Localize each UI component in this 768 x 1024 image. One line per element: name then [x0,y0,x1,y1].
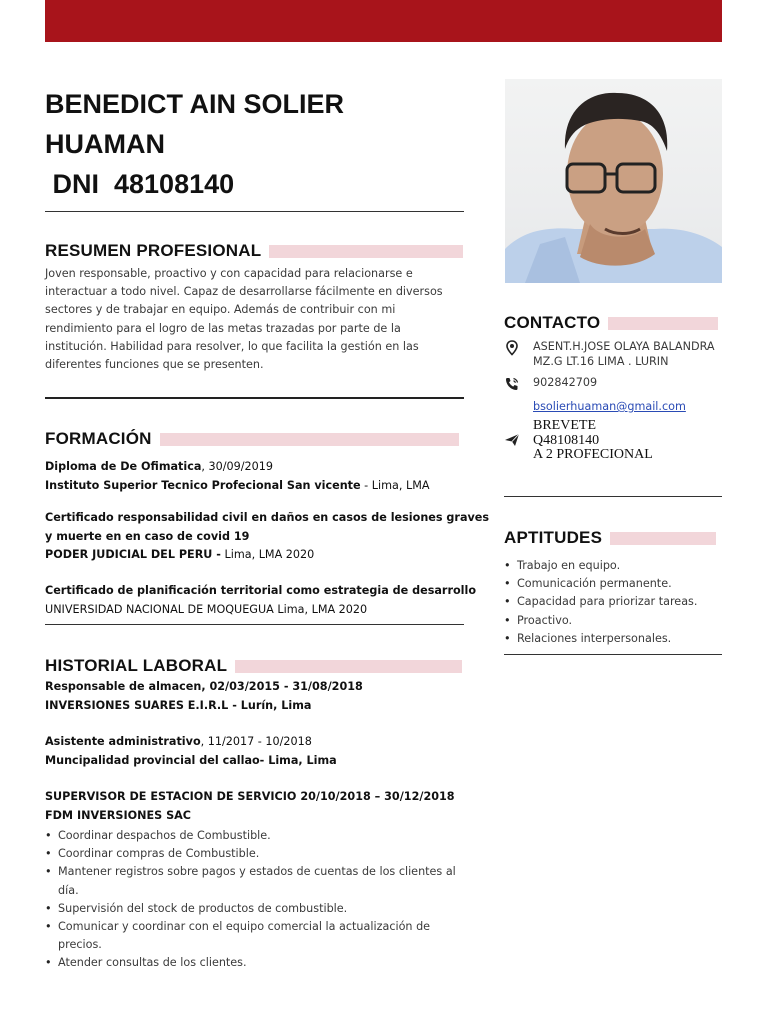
list-item: • Atender consultas de los clientes. [45,954,465,972]
email-link[interactable]: bsolierhuaman@gmail.com [533,400,686,413]
job-entry-3 [45,788,465,825]
list-item: • Trabajo en equipo. [504,557,722,575]
list-item: • Coordinar despachos de Combustible. [45,827,465,845]
contact-phone [504,376,722,392]
aptitudes-title: APTITUDES [504,528,603,547]
list-item: • Mantener registros sobre pagos y estados de cuentas de los clientes al día. [45,863,465,899]
entry-location: - Lima, LMA [360,478,430,492]
entry-institution: Instituto Superior Tecnico Profecional San vicente [45,478,361,492]
resumen-line: sectores y de trabajar en equipo. Además de contribuir con mi [45,303,396,317]
brevete-line: Q48108140 [533,432,600,448]
list-item: • Capacidad para priorizar tareas. [504,593,722,611]
list-item: • Relaciones interpersonales. [504,630,722,648]
section-accent-bar [160,433,459,446]
brevete-line: BREVETE [533,418,596,433]
brevete-line: A 2 PROFECIONAL [533,447,653,462]
section-accent-bar [610,532,716,545]
formacion-heading [45,429,459,449]
entry-institution: UNIVERSIDAD NACIONAL DE MOQUEGUA Lima, LMA 2020 [45,602,368,616]
entry-title: Certificado de planificación territorial como estrategia de desarrollo [45,584,477,597]
section-accent-bar [235,660,462,673]
formacion-entry-3 [45,582,477,619]
formacion-entry-2 [45,509,490,565]
resumen-line: diferentes funciones que se presenten. [45,358,264,372]
job-company: INVERSIONES SUARES E.I.R.L - Lurín, Lima [45,698,312,712]
contacto-heading [504,313,718,333]
job-role: Asistente administrativo [45,735,201,748]
formacion-title: FORMACIÓN [45,429,152,448]
name-line-1: BENEDICT AIN SOLIER [45,89,345,119]
job-date: , 11/2017 - 10/2018 [200,735,312,748]
entry-date: , 30/09/2019 [201,460,273,473]
top-accent-bar [45,0,722,42]
list-item: • Coordinar compras de Combustible. [45,845,465,863]
section-accent-bar [608,317,718,330]
job-task-list [45,827,465,973]
aptitudes-heading [504,528,716,548]
address-line: ASENT.H.JOSE OLAYA BALANDRA [533,340,715,353]
resumen-line: institución. Habilidad para resolver, lo que facilita la gestión en las [45,339,419,353]
entry-title: Diploma de De Ofimatica [45,460,202,473]
section-accent-bar [269,245,463,258]
profile-photo [505,79,722,283]
location-pin-icon [504,340,520,356]
job-entry-1 [45,678,465,715]
list-item: • Comunicación permanente. [504,575,722,593]
divider [45,624,464,625]
contacto-title: CONTACTO [504,313,601,332]
historial-title: HISTORIAL LABORAL [45,656,228,675]
entry-location: Lima, LMA 2020 [220,548,315,561]
formacion-entry-1 [45,458,465,495]
list-item: • Supervisión del stock de productos de combustible. [45,900,465,918]
list-item: • Comunicar y coordinar con el equipo comercial la actualización de precios. [45,918,465,954]
address-line: MZ.G LT.16 LIMA . LURIN [533,354,669,368]
job-entry-2 [45,733,465,770]
resumen-line: Joven responsable, proactivo y con capacidad para relacionarse e [45,267,413,280]
phone-number: 902842709 [533,376,598,389]
job-company: FDM INVERSIONES SAC [45,808,192,822]
entry-title: y muerte en en caso de covid 19 [45,529,250,543]
divider [45,397,464,399]
phone-icon [504,376,520,392]
resumen-line: interactuar a todo nivel. Capaz de desarrollarse fácilmente en diversos [45,285,443,299]
divider [45,211,464,212]
dni-line: DNI 48108140 [45,169,235,199]
name-line-2: HUAMAN [45,129,165,159]
resumen-title: RESUMEN PROFESIONAL [45,241,262,260]
job-date: , 02/03/2015 - 31/08/2018 [201,680,363,693]
divider [504,654,722,655]
paper-plane-icon [504,432,520,448]
entry-institution: PODER JUDICIAL DEL PERU - [45,548,221,561]
entry-title: Certificado responsabilidad civil en daños en casos de lesiones graves [45,511,490,524]
resumen-line: rendimiento para el logro de las metas trazadas por parte de la [45,321,401,335]
historial-heading [45,656,462,676]
portrait-image [505,79,722,283]
brevete-text [533,419,653,463]
job-role: Responsable de almacen [45,680,202,693]
candidate-name [45,84,465,204]
resumen-text [45,265,465,374]
divider [504,496,722,497]
aptitudes-list [504,557,722,648]
job-role: SUPERVISOR DE ESTACION DE SERVICIO 20/10/2018 – 30/12/2018 [45,790,455,803]
address-text [533,340,715,369]
contact-brevete [504,419,722,489]
resumen-heading [45,241,463,261]
contact-address [504,340,722,372]
list-item: • Proactivo. [504,612,722,630]
contact-email [504,400,722,416]
job-company: Muncipalidad provincial del callao- Lima, Lima [45,753,337,767]
